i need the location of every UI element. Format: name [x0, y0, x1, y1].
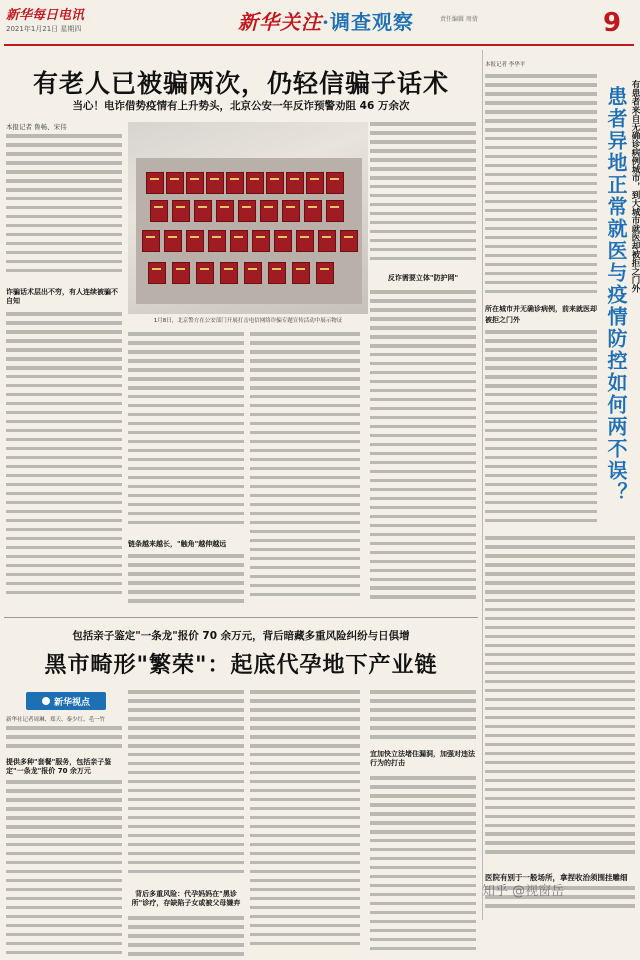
section-title — [238, 6, 414, 35]
bankbook-icon — [194, 200, 212, 222]
bankbook-icon — [306, 172, 324, 194]
xinhua-focus-tag — [26, 692, 106, 710]
masthead-rule — [4, 44, 634, 46]
right-headline: 患者异地正常就医与疫情防控如何两不误？ — [604, 86, 628, 504]
issue-date: 2021年1月21日 星期四 — [6, 25, 82, 33]
article2-body-col4b — [370, 776, 476, 960]
right-body-1 — [485, 74, 597, 300]
bankbook-icon — [260, 200, 278, 222]
section-title-red: 新华关注 — [238, 10, 322, 34]
brand-logo: 新华每日电讯 — [6, 8, 85, 23]
bankbook-icon — [246, 172, 264, 194]
article1-section-head-1: 诈骗话术层出不穷，有人连续被骗不自知 — [6, 288, 118, 305]
right-column — [482, 50, 640, 920]
bankbook-icon — [172, 200, 190, 222]
bankbook-icon — [340, 230, 358, 252]
article1-section-head-2: 链条越来越长，"触角"越伸越远 — [128, 540, 227, 548]
article1-headline: 有老人已被骗两次，仍轻信骗子话术 — [32, 69, 449, 98]
article2-subhead: 包括亲子鉴定"一条龙"报价 70 余万元，背后暗藏多重风险纠纷与日俱增 — [72, 630, 410, 642]
article2-body-col4a — [370, 690, 476, 748]
article1-byline: 本报记者 鲁畅、宋伟 — [6, 123, 67, 131]
article1-section-head-3: 反诈需要立体"防护网" — [387, 274, 459, 282]
bankbook-icon — [318, 230, 336, 252]
tag-label: 新华视点 — [53, 697, 90, 708]
article1-subhead: 当心！电诈借势疫情有上升势头，北京公安一年反诈预警劝阻 46 万余次 — [72, 100, 410, 112]
article1-body-col1 — [6, 134, 122, 284]
article2-section-head-3: 宜加快立法堵住漏洞，加强对违法行为的打击 — [370, 750, 475, 767]
section-divider — [4, 617, 478, 618]
bankbook-icon — [196, 262, 214, 284]
bankbook-icon — [216, 200, 234, 222]
photo-caption: 1月8日，北京警方在公安部门开展打击电信网络诈骗专题宣传活动中展示物证 — [153, 318, 343, 324]
tag-dot-icon — [42, 697, 50, 705]
right-body-3 — [485, 536, 635, 866]
bankbook-icon — [220, 262, 238, 284]
bankbook-icon — [230, 230, 248, 252]
bankbook-icon — [304, 200, 322, 222]
article1-body-col3 — [250, 332, 360, 612]
article1-body-col2 — [128, 332, 244, 532]
bankbook-icon — [146, 172, 164, 194]
article2-body-col1a — [6, 726, 122, 754]
bankbook-icon — [286, 172, 304, 194]
article1-body-col1b — [6, 312, 122, 612]
article2-section-head-2: 背后多重风险：代孕妈妈在"黑诊所"诊疗，存缺陷子女或被父母嫌弃 — [131, 890, 241, 907]
bankbook-icon — [296, 230, 314, 252]
bankbook-icon — [148, 262, 166, 284]
bankbook-icon — [142, 230, 160, 252]
right-kicker: 有患者来自无确诊病例城市，到大城市就医却被拒之门外 — [630, 80, 640, 293]
article1-body-col4 — [370, 122, 476, 268]
bankbook-icon — [150, 200, 168, 222]
bankbook-icon — [252, 230, 270, 252]
bankbook-icon — [226, 172, 244, 194]
article2-body-col1b — [6, 780, 122, 960]
bankbook-icon — [266, 172, 284, 194]
article2-section-head-1: 提供多种"套餐"服务，包括亲子鉴定"一条龙"报价 70 余万元 — [6, 758, 112, 775]
watermark: 知乎 @视窗岳 — [482, 884, 565, 899]
bankbook-icon — [172, 262, 190, 284]
bankbook-icon — [268, 262, 286, 284]
editor-credit: 责任编辑 周倩 — [440, 16, 478, 23]
right-subhead-1: 所在城市并无确诊病例，前来就医却被拒之门外 — [485, 305, 597, 324]
bankbook-icon — [316, 262, 334, 284]
bankbook-icon — [208, 230, 226, 252]
article2-body-col3 — [250, 690, 360, 960]
article2-byline: 新华社记者周琳、郑天、秦少红、毛一竹 — [6, 717, 106, 723]
bankbook-icon — [282, 200, 300, 222]
right-byline: 本报记者 李华平 — [485, 62, 526, 68]
right-body-2 — [485, 330, 597, 530]
evidence-photo — [128, 122, 368, 314]
page-number: 9 — [603, 8, 622, 38]
main-column — [4, 50, 478, 920]
bankbook-icon — [326, 200, 344, 222]
bankbook-icon — [292, 262, 310, 284]
bankbook-icon — [326, 172, 344, 194]
article1-body-col2b — [128, 554, 244, 612]
article2-headline: 黑市畸形"繁荣"：起底代孕地下产业链 — [44, 652, 438, 678]
bankbook-icon — [206, 172, 224, 194]
bankbook-icon — [186, 172, 204, 194]
bankbook-icon — [186, 230, 204, 252]
bankbook-icon — [274, 230, 292, 252]
right-subhead-2: 医院有别于一般场所，拿捏收治须围挂雕细 — [485, 873, 628, 882]
article1-body-col4b — [370, 290, 476, 612]
article2-body-col2b — [128, 916, 244, 960]
section-title-blue: ·调查观察 — [322, 10, 414, 34]
bankbook-icon — [166, 172, 184, 194]
bankbook-icon — [244, 262, 262, 284]
article2-body-col2 — [128, 690, 244, 886]
masthead — [0, 0, 640, 46]
bankbook-icon — [238, 200, 256, 222]
bankbook-icon — [164, 230, 182, 252]
